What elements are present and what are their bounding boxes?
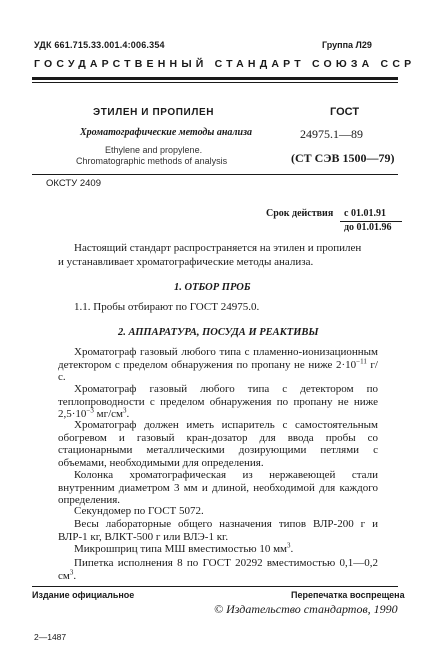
udk-code: УДК 661.715.33.001.4:006.354 xyxy=(34,40,165,50)
subtitle-ru: Хроматографические методы анализа xyxy=(80,127,252,138)
section1-text: 1.1. Пробы отбирают по ГОСТ 24975.0. xyxy=(74,301,260,313)
reprint-prohibited: Перепечатка воспрещена xyxy=(291,590,405,600)
paragraph-scales: Весы лабораторные общего назначения типов ВЛР-200 г и ВЛР-1 кг, ВЛКТ-500 г или ВЛЭ-1 кг. xyxy=(58,518,378,543)
title-en-line2: Chromatographic methods of analysis xyxy=(76,156,228,166)
print-code: 2—1487 xyxy=(34,632,67,642)
title-ru: ЭТИЛЕН И ПРОПИЛЕН xyxy=(93,107,215,118)
official-edition: Издание официальное xyxy=(32,590,135,600)
paragraph-microsyringe: Микрошприц типа МШ вместимостью 10 $мм^3$. xyxy=(74,541,294,555)
gost-number: 24975.1—89 xyxy=(300,127,363,141)
header-rule-thin xyxy=(32,82,398,83)
publisher-copyright: © Издательство стандартов, 1990 xyxy=(214,602,398,616)
paragraph-tcd-chromatograph: Хроматограф газовый любого типа с детектором по теплопроводности с пределом обнаружения по пропану не ниже $2,5\cdot 10^{-3}$ $мг/см^3$. xyxy=(58,383,378,420)
title-rule xyxy=(32,174,398,175)
validity-label: Срок действия xyxy=(266,208,334,219)
paragraph-fid-chromatograph: Хроматограф газовый любого типа с пламенно-ионизационным детектором с пределом обнаружения по пропану не ниже $2\cdot 10^{-11}$ г/с. xyxy=(58,346,378,383)
st-sev: (СТ СЭВ 1500—79) xyxy=(291,151,395,165)
gost-label: ГОСТ xyxy=(330,106,360,118)
paragraph-evaporator: Хроматограф должен иметь испаритель с самостоятельным обогревом и газовый кран-дозатор для ввода пробы со стационарными металлическими дозирующими петлями с объемами, необходимыми для определения. xyxy=(58,419,378,469)
validity-from: с 01.01.91 xyxy=(344,208,386,219)
section1-title: 1. ОТБОР ПРОБ xyxy=(174,282,251,293)
section2-title: 2. АППАРАТУРА, ПОСУДА И РЕАКТИВЫ xyxy=(118,327,319,338)
intro-line1: Настоящий стандарт распространяется на этилен и пропилен xyxy=(74,242,362,254)
footer-rule xyxy=(32,586,398,587)
paragraph-column: Колонка хроматографическая из нержавеющей стали внутренним диаметром 3 мм и длиной, необходимой для каждого определения. xyxy=(58,469,378,506)
paragraph-pipette: Пипетка исполнения 8 по ГОСТ 20292 вместимостью 0,1—0,2 $см^3$. xyxy=(58,557,378,582)
state-standard-title: ГОСУДАРСТВЕННЫЙ СТАНДАРТ СОЮЗА ССР xyxy=(34,58,416,70)
header-rule xyxy=(32,77,398,80)
okstu-code: ОКСТУ 2409 xyxy=(46,178,101,189)
validity-to: до 01.01.96 xyxy=(344,222,392,233)
group-code: Группа Л29 xyxy=(322,40,372,50)
title-en-line1: Ethylene and propylene. xyxy=(105,145,203,155)
paragraph-stopwatch: Секундомер по ГОСТ 5072. xyxy=(74,505,204,517)
intro-line2: и устанавливает хроматографические методы анализа. xyxy=(58,256,314,268)
